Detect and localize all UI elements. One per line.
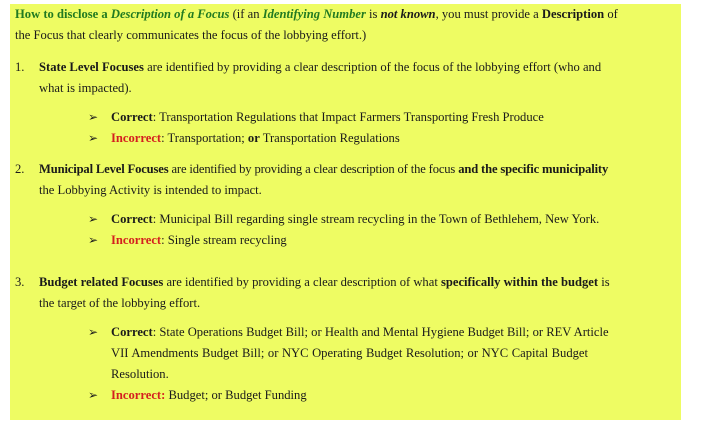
correct-label: Correct (111, 212, 153, 226)
section-1-line-1: State Level Focuses are identified by providing a clear description of the focus of the lobbying effort (who and (39, 60, 602, 74)
section-3-incorrect: Incorrect: Budget; or Budget Funding (111, 388, 307, 402)
intro-heading: How to disclose a (15, 7, 111, 21)
section-1-correct: Correct: Transportation Regulations that Impact Farmers Transporting Fresh Produce (111, 110, 544, 124)
arrow-bullet-icon: ➢ (88, 388, 99, 402)
section-2-title: Municipal Level Focuses (39, 162, 169, 176)
arrow-bullet-icon: ➢ (88, 233, 99, 247)
section-3-line-1: Budget related Focuses are identified by providing a clear description of what specifically within the budget is (39, 275, 610, 289)
intro-description: Description (541, 7, 605, 21)
section-2-number: 2. (15, 162, 25, 176)
arrow-bullet-icon: ➢ (88, 325, 99, 339)
intro-term-identifying-number: Identifying Number (262, 7, 366, 21)
section-2-correct: Correct: Municipal Bill regarding single stream recycling in the Town of Bethlehem, New York. (111, 212, 600, 226)
arrow-bullet-icon: ➢ (88, 212, 99, 226)
correct-label: Correct (111, 325, 153, 339)
section-3-correct-line-3: Resolution. (111, 367, 169, 381)
section-3-correct-line-2: VII Amendments Budget Bill; or NYC Operating Budget Resolution; or NYC Capital Budget (111, 346, 589, 360)
section-1-line-2: what is impacted). (39, 81, 132, 95)
correct-label: Correct (111, 110, 153, 124)
arrow-bullet-icon: ➢ (88, 131, 99, 145)
intro-term-description-of-focus: Description of a Focus (110, 7, 230, 21)
section-2-line-2: the Lobbying Activity is intended to impact. (39, 183, 262, 197)
section-1-number: 1. (15, 60, 25, 74)
section-1-title: State Level Focuses (39, 60, 144, 74)
section-2-line-1: Municipal Level Focuses are identified by providing a clear description of the focus and the specific municipality (39, 162, 609, 176)
section-3-number: 3. (15, 275, 25, 289)
intro-not-known: not known (380, 7, 436, 21)
incorrect-label: Incorrect (111, 131, 162, 145)
section-3-line-2: the target of the lobbying effort. (39, 296, 201, 310)
incorrect-label: Incorrect (111, 233, 162, 247)
arrow-bullet-icon: ➢ (88, 110, 99, 124)
section-3-correct-line-1: Correct: State Operations Budget Bill; or Health and Mental Hygiene Budget Bill; or REV Article (111, 325, 609, 339)
section-3-title: Budget related Focuses (39, 275, 164, 289)
section-1-incorrect: Incorrect: Transportation; or Transportation Regulations (111, 131, 400, 145)
intro-line-1: How to disclose a Description of a Focus (if an Identifying Number is not known, you must provide a Description of (15, 7, 618, 21)
section-2-incorrect: Incorrect: Single stream recycling (111, 233, 287, 247)
incorrect-label: Incorrect: (111, 388, 166, 402)
intro-line-2: the Focus that clearly communicates the focus of the lobbying effort.) (15, 28, 367, 42)
